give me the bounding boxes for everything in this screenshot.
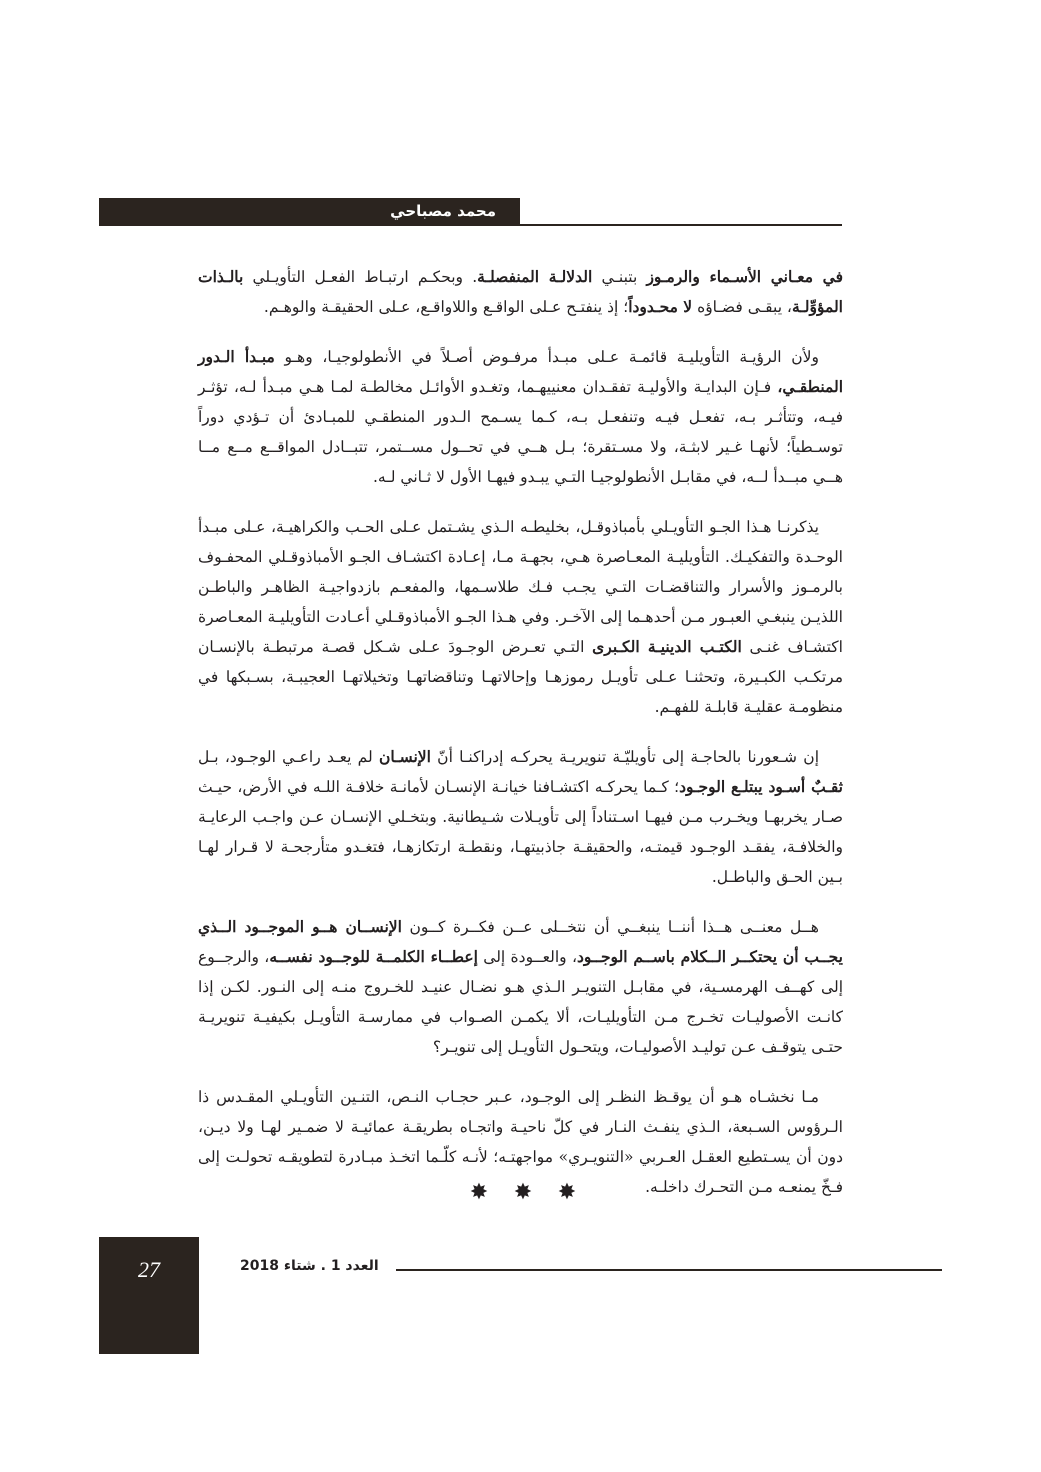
- text-run: بتبنـي: [592, 268, 647, 286]
- asterism-icon: ✸: [557, 1180, 577, 1205]
- bold-text-run: الإنسـان: [378, 747, 431, 766]
- bold-text-run: في معـاني الأسـماء والرمـوز: [646, 267, 843, 286]
- text-run: مـا نخشـاه هـو أن يوقـظ النظـر إلى الوجـود، عـبر حجـاب النـص، التنـين التأويـلي المقـدس ذا الـرؤوس السـبعة، الـذي ينفـث النـار في كلّ ناحيـة واتجـاه بطريقـة عمائيـة لا ضمـير لهـا ولا ديـن، دون أن يسـتطيع العقـل العـربي «التنويـري» مواجهتـه؛ لأنـه كلّـما اتخـذ مبـادرة لتطويقـه تحولـت إلى فـخّ يمنعـه مـن التحـرك داخلـه.: [198, 1088, 843, 1196]
- bold-text-run: إعطــاء الكلمــة للوجــود نفســه: [269, 947, 478, 966]
- text-run: لم يعـد راعـي الوجـود، بـل: [198, 748, 379, 766]
- bold-text-run: الإنســان هــو الموجــود الــذي يجــب أن يحتكــر الــكلام باســم الوجــود: [198, 917, 843, 966]
- text-run: ولأن الرؤيـة التأويليـة قائمـة عـلى مبـدأ مرفـوض أصـلاً في الأنطولوجيـا، وهـو: [274, 348, 819, 366]
- text-run: هــل معنــى هــذا أننــا ينبغــي أن نتخــلى عــن فكــرة كــون: [401, 918, 819, 936]
- asterism-icon: ✸: [469, 1180, 489, 1205]
- paragraph: [198, 512, 843, 722]
- paragraph: [198, 742, 843, 892]
- text-run: فـإن البدايـة والأوليـة تفقـدان معنييهـما، وتغـدو الأوائـل مخالطـة لمـا هـي مبـدأ لـه، تؤثـر فيـه، وتتأثـر بـه، تفعـل فيـه وتنفعـل بـه، كـما يسـمح الـدور المنطقـي للمبـادئ أن تـؤدي دوراً توسـطياً؛ لأنهـا غـير لابثـة، ولا مسـتقرة؛ بـل هــي في تحــول مســتمر، تتبــادل المواقــع مــع مــا هــي مبــدأ لــه، في مقابـل الأنطولوجيـا التـي يبـدو فيهـا الأول لا ثـاني لـه.: [198, 378, 843, 486]
- text-run: ، والعــودة إلى: [477, 948, 577, 966]
- section-ornament: [468, 1180, 578, 1205]
- text-run: التـي تعـرض الوجـودَ عـلى شـكل قصـة مرتبطـة بالإنسـان مرتكـب الكبـيرة، وتحثنـا عـلى تأويـل رموزهـا وإحالاتهـا وتناقضاتهـا وتخيلاتهـا العجيبـة، بسـبكها في منظومـة عقليـة قابلـة للفهـم.: [198, 638, 843, 716]
- text-run: إن شـعورنا بالحاجـة إلى تأويليّـة تنويريـة يحركـه إدراكنـا أنّ: [430, 748, 819, 766]
- paragraph: [198, 342, 843, 492]
- page-number-box: [99, 1237, 199, 1354]
- bold-text-run: ثقـبٌ أسـود يبتلـع الوجـود: [679, 777, 843, 796]
- author-name: محمد مصباحي: [390, 202, 496, 220]
- paragraph: [198, 262, 843, 322]
- text-run: ، يبقـى فضـاؤه: [692, 298, 792, 316]
- page-number: 27: [138, 1257, 160, 1282]
- header-bar: [99, 198, 520, 226]
- bold-text-run: مبـدأ الـدور المنطقـي،: [198, 347, 843, 396]
- paragraph: [198, 912, 843, 1062]
- bold-text-run: لا محـدوداً: [628, 297, 693, 316]
- header-rule: [520, 224, 842, 226]
- text-run: ، والرجــوع إلى كهــف الهرمسـية، في مقابـل التنويـر الـذي هـو نضـال عنيـد للخـروج منـه إلى النـور. لكـن إذا كانـت الأصوليـات تخـرج مـن التأويليـات، ألا يكمـن الصـواب في ممارسـة التأويـل بكيفيـة تنويريـة حتـى يتوقـف عـن توليـد الأصوليـات، ويتحـول التأويـل إلى تنويـر؟: [198, 948, 843, 1056]
- text-run: ؛ إذ ينفتـح عـلى الواقـع واللاواقـع، عـلى الحقيقـة والوهـم.: [263, 298, 629, 316]
- bold-text-run: بالـذات المؤوِّلـة: [198, 267, 843, 316]
- asterism-icon: ✸: [513, 1180, 533, 1205]
- article-body: [198, 262, 843, 1202]
- issue-info: العدد 1 . شتاء 2018: [240, 1258, 379, 1274]
- footer-rule: [396, 1269, 942, 1271]
- text-run: . وبحكـم ارتبـاط الفعـل التأويـلي: [243, 268, 478, 286]
- text-run: يذكرنـا هـذا الجـو التأويـلي بأمباذوقـل، بخليطـه الـذي يشـتمل عـلى الحـب والكراهيـة، عـلى مبـدأ الوحـدة والتفكيـك. التأويليـة المعـاصرة هـي، بجهـة مـا، إعـادة اكتشـاف الجـو الأمباذوقـلي المحفـوف بالرمـوز والأسرار والتناقضـات التـي يجـب فـك طلاسـمها، والمفعـم بازدواجيـة الظاهـر والباطـن اللذيـن ينبغـي العبـور مـن أحدهـما إلى الآخـر. وفي هـذا الجـو الأمباذوقـلي أعـادت التأويليـة المعـاصرة اكتشـاف غنـى: [198, 518, 843, 656]
- text-run: ؛ كـما يحركـه اكتشـافنا خيانـة الإنسـان لأمانـة خلافـة اللـه في الأرض، حيـث صـار يخربهـا ويخـرب مـن فيهـا اسـتناداً إلى تأويـلات شـيطانية. وبتخـلي الإنسـان عـن واجـب الرعايـة والخلافـة، يفقـد الوجـود قيمتـه، والحقيقـة جاذبيتهـا، ونقطـة ارتكازهـا، فتغـدو متأرجحـة لا قـرار لهـا بـين الحـق والباطـل.: [198, 778, 843, 886]
- bold-text-run: الكتـب الدينيـة الكـبرى: [592, 637, 742, 656]
- bold-text-run: الدلالـة المنفصلـة: [477, 267, 593, 286]
